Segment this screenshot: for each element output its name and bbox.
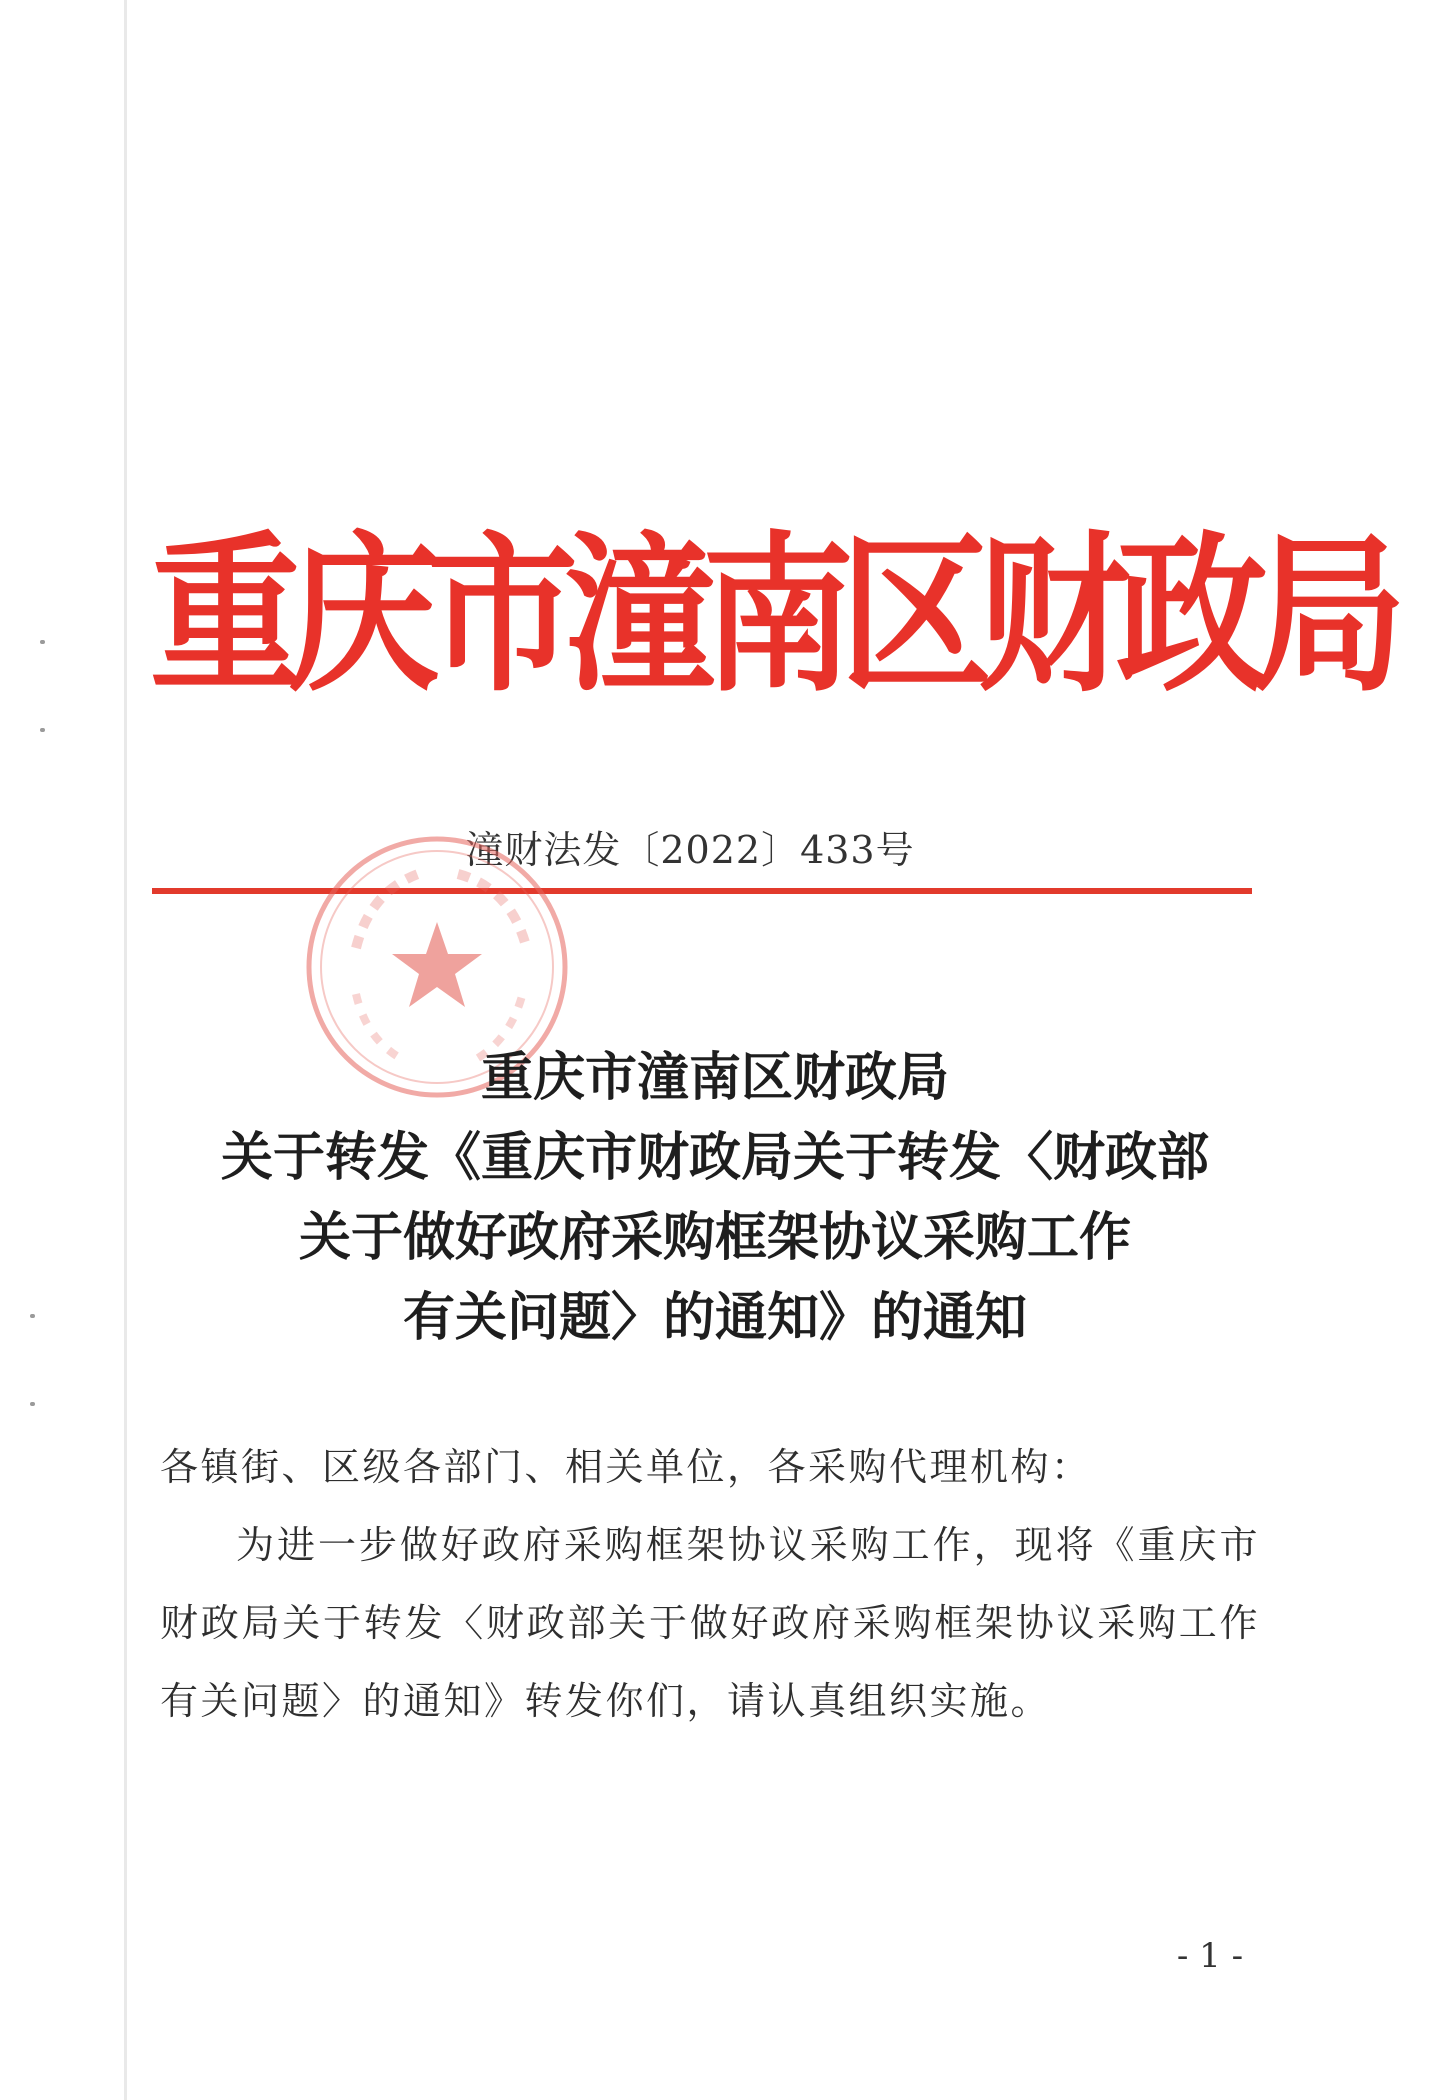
scan-mark [30,1402,35,1406]
scan-mark [30,1314,35,1318]
masthead-issuer-name: 重庆市潼南区财政局 [150,514,1392,715]
page-edge-shadow [124,0,127,2100]
seal-star-icon [392,922,482,1007]
scan-mark [40,728,45,732]
title-line: 关于转发《重庆市财政局关于转发〈财政部 [220,1127,1209,1188]
body-paragraph: 为进一步做好政府采购框架协议采购工作，现将《重庆市财政局关于转发〈财政部关于做好政府采购框架协议采购工作有关问题〉的通知》转发你们，请认真组织实施。 [160,1523,1260,1723]
title-line: 有关问题〉的通知》的通知 [402,1287,1027,1348]
salutation: 各镇街、区级各部门、相关单位，各采购代理机构： [160,1445,1092,1489]
title-line: 关于做好政府采购框架协议采购工作 [298,1207,1131,1268]
scan-mark [40,640,45,644]
title-line: 重庆市潼南区财政局 [480,1047,949,1108]
document-number: 潼财法发〔2022〕433号 [465,828,915,872]
page-number: - 1 - [1176,1936,1244,1976]
document-title [140,1038,1290,1358]
